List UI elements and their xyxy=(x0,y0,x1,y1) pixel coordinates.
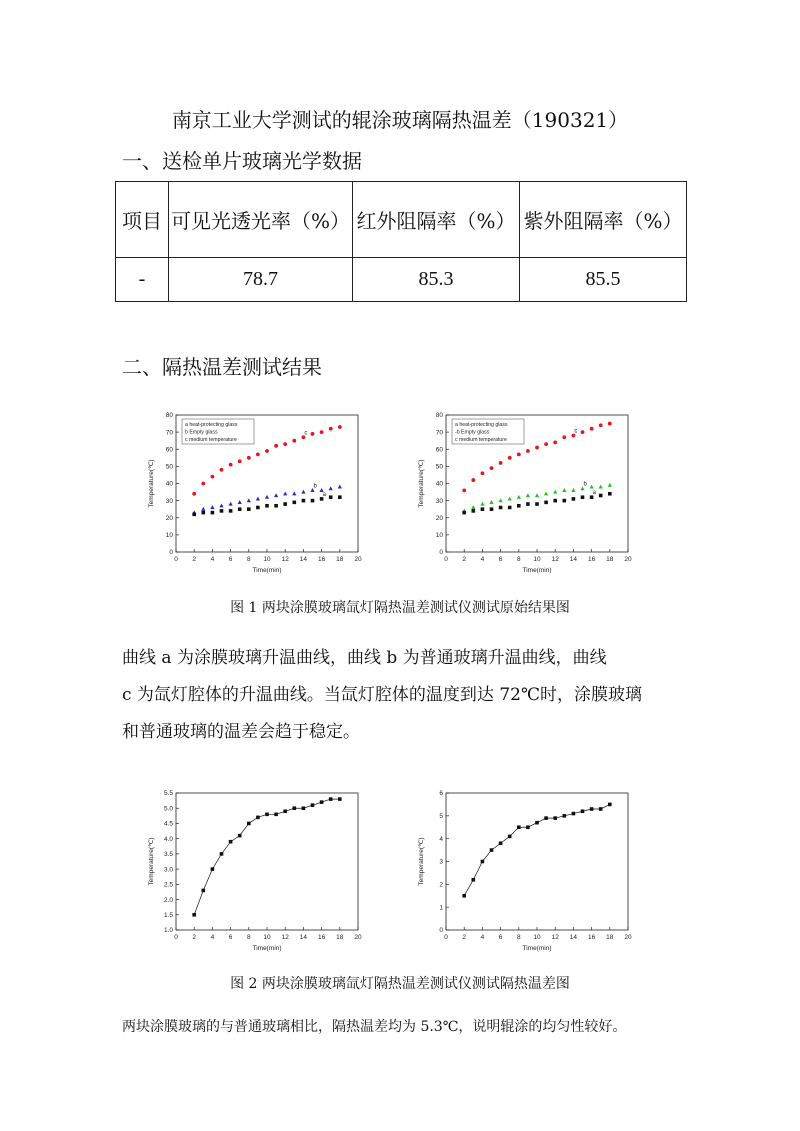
x-tick-label: 18 xyxy=(336,934,344,941)
y-tick-label: 5.5 xyxy=(163,790,173,798)
table-header-cell: 紫外阻隔率（%） xyxy=(520,182,687,258)
data-point xyxy=(490,848,494,852)
data-point xyxy=(544,491,548,495)
x-tick-label: 16 xyxy=(587,556,596,563)
y-tick-label: 40 xyxy=(165,480,173,488)
data-point xyxy=(301,490,305,494)
y-tick-label: 20 xyxy=(165,514,173,522)
data-point xyxy=(472,878,476,882)
x-axis-label: Time(min) xyxy=(522,567,552,574)
data-point xyxy=(211,867,215,871)
data-point xyxy=(462,511,466,515)
data-point xyxy=(581,809,585,813)
data-point xyxy=(517,495,521,499)
x-tick-label: 4 xyxy=(480,934,485,941)
data-point xyxy=(211,511,215,515)
x-tick-label: 2 xyxy=(192,556,197,563)
data-point xyxy=(256,506,260,510)
x-tick-label: 14 xyxy=(299,934,308,941)
legend-entry: a heat-protecting glass xyxy=(185,422,238,428)
x-tick-label: 8 xyxy=(516,934,521,941)
x-tick-label: 18 xyxy=(606,934,614,941)
table-header-cell: 可见光透光率（%） xyxy=(169,182,353,258)
data-point xyxy=(599,485,603,489)
data-point xyxy=(508,506,512,510)
data-point xyxy=(201,507,205,511)
data-point xyxy=(499,506,503,510)
data-point xyxy=(462,894,466,898)
data-point xyxy=(338,425,342,429)
data-point xyxy=(590,427,594,431)
y-axis-label: Temperature(℃) xyxy=(418,837,425,886)
data-point xyxy=(544,442,548,446)
data-point xyxy=(220,509,224,513)
data-point xyxy=(329,427,333,431)
paragraph-line: 曲线 a 为涂膜玻璃升温曲线，曲线 b 为普通玻璃升温曲线，曲线 xyxy=(122,648,607,668)
data-point xyxy=(338,797,342,801)
y-tick-label: 30 xyxy=(165,497,173,505)
series-label: a xyxy=(592,490,596,497)
y-axis-label: Temperature(℃) xyxy=(418,459,425,508)
legend-entry: c medium temperature xyxy=(185,437,237,443)
data-point xyxy=(302,499,306,503)
y-tick-label: 60 xyxy=(165,446,173,454)
data-point xyxy=(265,449,269,453)
body-paragraph xyxy=(122,640,692,751)
data-point xyxy=(256,452,260,456)
chart-raw-results-1 xyxy=(140,405,370,580)
x-tick-label: 6 xyxy=(228,556,233,563)
data-point xyxy=(311,499,315,503)
chart-temp-difference-2 xyxy=(410,783,640,958)
data-point xyxy=(608,422,612,426)
y-tick-label: 50 xyxy=(435,463,443,471)
series-label: a xyxy=(322,491,326,498)
paragraph-line: 和普通玻璃的温差会趋于稳定。 xyxy=(122,722,360,742)
data-point xyxy=(202,889,206,893)
data-point xyxy=(581,495,585,499)
x-tick-label: 10 xyxy=(533,934,541,941)
x-tick-label: 10 xyxy=(533,556,541,563)
y-axis-label: Temperature(℃) xyxy=(148,837,155,886)
data-point xyxy=(563,814,567,818)
y-tick-label: 10 xyxy=(435,532,443,540)
x-tick-label: 0 xyxy=(444,556,448,563)
data-point xyxy=(508,497,512,501)
x-axis-label: Time(min) xyxy=(252,567,282,574)
y-tick-label: 0 xyxy=(439,549,443,557)
data-point xyxy=(535,446,539,450)
data-point xyxy=(292,439,296,443)
y-tick-label: 1 xyxy=(439,904,443,912)
data-point xyxy=(508,456,512,460)
x-tick-label: 20 xyxy=(624,556,632,563)
x-tick-label: 20 xyxy=(354,556,362,563)
data-point xyxy=(599,807,603,811)
data-point xyxy=(608,492,612,496)
data-point xyxy=(571,488,575,492)
x-tick-label: 10 xyxy=(263,934,271,941)
data-point xyxy=(274,493,278,497)
y-tick-label: 3.0 xyxy=(163,866,173,874)
y-tick-label: 2.5 xyxy=(163,881,173,889)
y-tick-label: 1.5 xyxy=(163,911,173,919)
table-cell: - xyxy=(116,258,169,302)
x-tick-label: 2 xyxy=(192,934,197,941)
data-point xyxy=(247,456,251,460)
y-tick-label: 20 xyxy=(435,514,443,522)
x-tick-label: 0 xyxy=(174,556,178,563)
data-point xyxy=(517,504,521,508)
x-tick-label: 2 xyxy=(462,934,467,941)
y-tick-label: 5 xyxy=(439,813,443,821)
x-tick-label: 8 xyxy=(246,556,251,563)
x-tick-label: 0 xyxy=(444,934,448,941)
data-point xyxy=(256,816,260,820)
y-tick-label: 2 xyxy=(439,881,443,889)
data-point xyxy=(599,494,603,498)
data-point xyxy=(553,499,557,503)
data-point xyxy=(220,468,224,472)
legend-entry: a heat-protecting glass xyxy=(455,422,508,428)
data-point xyxy=(256,497,260,501)
y-tick-label: 2.0 xyxy=(163,896,173,904)
data-point xyxy=(329,486,333,490)
data-point xyxy=(283,502,287,506)
data-point xyxy=(480,502,484,506)
y-tick-label: 3.5 xyxy=(163,851,173,859)
series-label: b xyxy=(583,481,587,488)
data-point xyxy=(293,501,297,505)
data-point xyxy=(247,822,251,826)
table-header-row xyxy=(116,182,687,258)
data-point xyxy=(544,816,548,820)
data-point xyxy=(229,840,233,844)
data-point xyxy=(192,913,196,917)
x-tick-label: 18 xyxy=(606,556,614,563)
x-tick-label: 6 xyxy=(498,934,503,941)
data-point xyxy=(526,825,530,829)
series-line xyxy=(194,799,340,915)
y-tick-label: 50 xyxy=(165,463,173,471)
x-axis-label: Time(min) xyxy=(522,945,552,952)
data-point xyxy=(274,813,278,817)
y-tick-label: 60 xyxy=(435,446,443,454)
document-title: 南京工业大学测试的辊涂玻璃隔热温差（190321） xyxy=(171,108,629,132)
data-point xyxy=(553,490,557,494)
optical-data-table xyxy=(115,181,687,302)
data-point xyxy=(229,509,233,513)
series-label: b xyxy=(313,483,317,490)
data-point xyxy=(471,505,475,509)
data-point xyxy=(562,488,566,492)
data-point xyxy=(517,452,521,456)
data-point xyxy=(238,500,242,504)
data-point xyxy=(481,860,485,864)
table-cell: 85.5 xyxy=(520,258,687,302)
x-tick-label: 14 xyxy=(299,556,308,563)
data-point xyxy=(499,461,503,465)
x-tick-label: 20 xyxy=(624,934,632,941)
data-point xyxy=(553,816,557,820)
x-tick-label: 14 xyxy=(569,934,578,941)
data-point xyxy=(535,502,539,506)
x-tick-label: 12 xyxy=(551,556,559,563)
x-tick-label: 12 xyxy=(551,934,559,941)
x-tick-label: 4 xyxy=(480,556,485,563)
data-point xyxy=(526,449,530,453)
table-row xyxy=(116,258,687,302)
x-tick-label: 14 xyxy=(569,556,578,563)
data-point xyxy=(265,813,269,817)
x-tick-label: 20 xyxy=(354,934,362,941)
data-point xyxy=(329,495,333,499)
figure-2-caption: 图 2 两块涂膜玻璃氙灯隔热温差测试仪测试隔热温差图 xyxy=(230,976,570,992)
data-point xyxy=(535,821,539,825)
x-tick-label: 16 xyxy=(317,556,326,563)
data-point xyxy=(471,478,475,482)
data-point xyxy=(201,482,205,486)
data-point xyxy=(338,495,342,499)
x-tick-label: 8 xyxy=(246,934,251,941)
data-point xyxy=(489,500,493,504)
data-point xyxy=(590,485,594,489)
data-point xyxy=(238,507,242,511)
table-header-cell: 项目 xyxy=(116,182,169,258)
data-point xyxy=(283,491,287,495)
data-point xyxy=(210,505,214,509)
y-tick-label: 10 xyxy=(165,532,173,540)
data-point xyxy=(572,812,576,816)
data-point xyxy=(220,852,224,856)
x-tick-label: 16 xyxy=(317,934,326,941)
data-point xyxy=(581,430,585,434)
data-point xyxy=(265,495,269,499)
y-tick-label: 6 xyxy=(439,790,443,798)
data-point xyxy=(247,507,251,511)
data-point xyxy=(462,488,466,492)
y-tick-label: 0 xyxy=(169,549,173,557)
y-tick-label: 4.5 xyxy=(163,820,173,828)
legend-entry: c medium temperature xyxy=(455,437,507,443)
x-tick-label: 4 xyxy=(210,556,215,563)
y-tick-label: 4 xyxy=(439,835,443,843)
data-point xyxy=(490,466,494,470)
data-point xyxy=(320,800,324,804)
data-point xyxy=(229,463,233,467)
y-tick-label: 3 xyxy=(439,858,443,866)
data-point xyxy=(238,459,242,463)
data-point xyxy=(535,493,539,497)
data-point xyxy=(292,491,296,495)
data-point xyxy=(311,803,315,807)
data-point xyxy=(338,485,342,489)
legend-entry: -b Empty glass xyxy=(455,429,490,436)
y-tick-label: 70 xyxy=(435,429,443,437)
data-point xyxy=(526,493,530,497)
table-cell: 78.7 xyxy=(169,258,353,302)
data-point xyxy=(517,825,521,829)
data-point xyxy=(481,471,485,475)
chart-raw-results-2 xyxy=(410,405,640,580)
data-point xyxy=(202,511,206,515)
series-label: c xyxy=(304,430,308,437)
table-cell: 85.3 xyxy=(353,258,520,302)
conclusion-text: 两块涂膜玻璃的与普通玻璃相比，隔热温差均为 5.3℃，说明辊涂的均匀性较好。 xyxy=(122,1019,627,1035)
data-point xyxy=(590,807,594,811)
data-point xyxy=(572,497,576,501)
data-point xyxy=(526,502,530,506)
y-tick-label: 80 xyxy=(435,412,443,420)
x-tick-label: 6 xyxy=(498,556,503,563)
legend-entry: b Empty glass xyxy=(185,429,218,436)
x-tick-label: 2 xyxy=(462,556,467,563)
y-tick-label: 70 xyxy=(165,429,173,437)
section-heading-results: 二、隔热温差测试结果 xyxy=(122,355,322,379)
y-tick-label: 40 xyxy=(435,480,443,488)
data-point xyxy=(553,441,557,445)
x-tick-label: 16 xyxy=(587,934,596,941)
series-label: c xyxy=(574,428,578,435)
data-point xyxy=(274,444,278,448)
data-point xyxy=(508,835,512,839)
data-point xyxy=(329,797,333,801)
data-point xyxy=(481,507,485,511)
table-header-cell: 红外阻隔率（%） xyxy=(353,182,520,258)
y-tick-label: 30 xyxy=(435,497,443,505)
paragraph-line: c 为氙灯腔体的升温曲线。当氙灯腔体的温度到达 72℃时，涂膜玻璃 xyxy=(122,685,642,705)
figure-1-caption: 图 1 两块涂膜玻璃氙灯隔热温差测试仪测试原始结果图 xyxy=(230,600,570,616)
data-point xyxy=(192,492,196,496)
plot-frame xyxy=(446,793,628,930)
series-line xyxy=(464,804,610,895)
data-point xyxy=(311,432,315,436)
data-point xyxy=(499,498,503,502)
x-tick-label: 10 xyxy=(263,556,271,563)
y-tick-label: 5.0 xyxy=(163,805,173,813)
data-point xyxy=(599,423,603,427)
data-point xyxy=(490,507,494,511)
data-point xyxy=(211,475,215,479)
data-point xyxy=(562,435,566,439)
y-tick-label: 4.0 xyxy=(163,835,173,843)
data-point xyxy=(283,809,287,813)
data-point xyxy=(283,442,287,446)
y-tick-label: 0 xyxy=(439,927,443,935)
section-heading-optical-data: 一、送检单片玻璃光学数据 xyxy=(122,149,362,173)
x-tick-label: 8 xyxy=(516,556,521,563)
x-tick-label: 6 xyxy=(228,934,233,941)
data-point xyxy=(293,806,297,810)
data-point xyxy=(247,498,251,502)
data-point xyxy=(274,504,278,508)
x-tick-label: 18 xyxy=(336,556,344,563)
data-point xyxy=(265,504,269,508)
data-point xyxy=(499,841,503,845)
y-axis-label: Temperature(℃) xyxy=(148,459,155,508)
data-point xyxy=(229,502,233,506)
x-tick-label: 4 xyxy=(210,934,215,941)
data-point xyxy=(192,513,196,517)
x-axis-label: Time(min) xyxy=(252,945,282,952)
data-point xyxy=(238,834,242,838)
chart-temp-difference-1 xyxy=(140,783,370,958)
data-point xyxy=(608,803,612,807)
data-point xyxy=(320,430,324,434)
data-point xyxy=(563,499,567,503)
y-tick-label: 1.0 xyxy=(163,927,173,935)
data-point xyxy=(472,509,476,513)
data-point xyxy=(219,503,223,507)
x-tick-label: 12 xyxy=(281,934,289,941)
data-point xyxy=(608,483,612,487)
data-point xyxy=(302,806,306,810)
x-tick-label: 0 xyxy=(174,934,178,941)
data-point xyxy=(544,501,548,505)
y-tick-label: 80 xyxy=(165,412,173,420)
x-tick-label: 12 xyxy=(281,556,289,563)
